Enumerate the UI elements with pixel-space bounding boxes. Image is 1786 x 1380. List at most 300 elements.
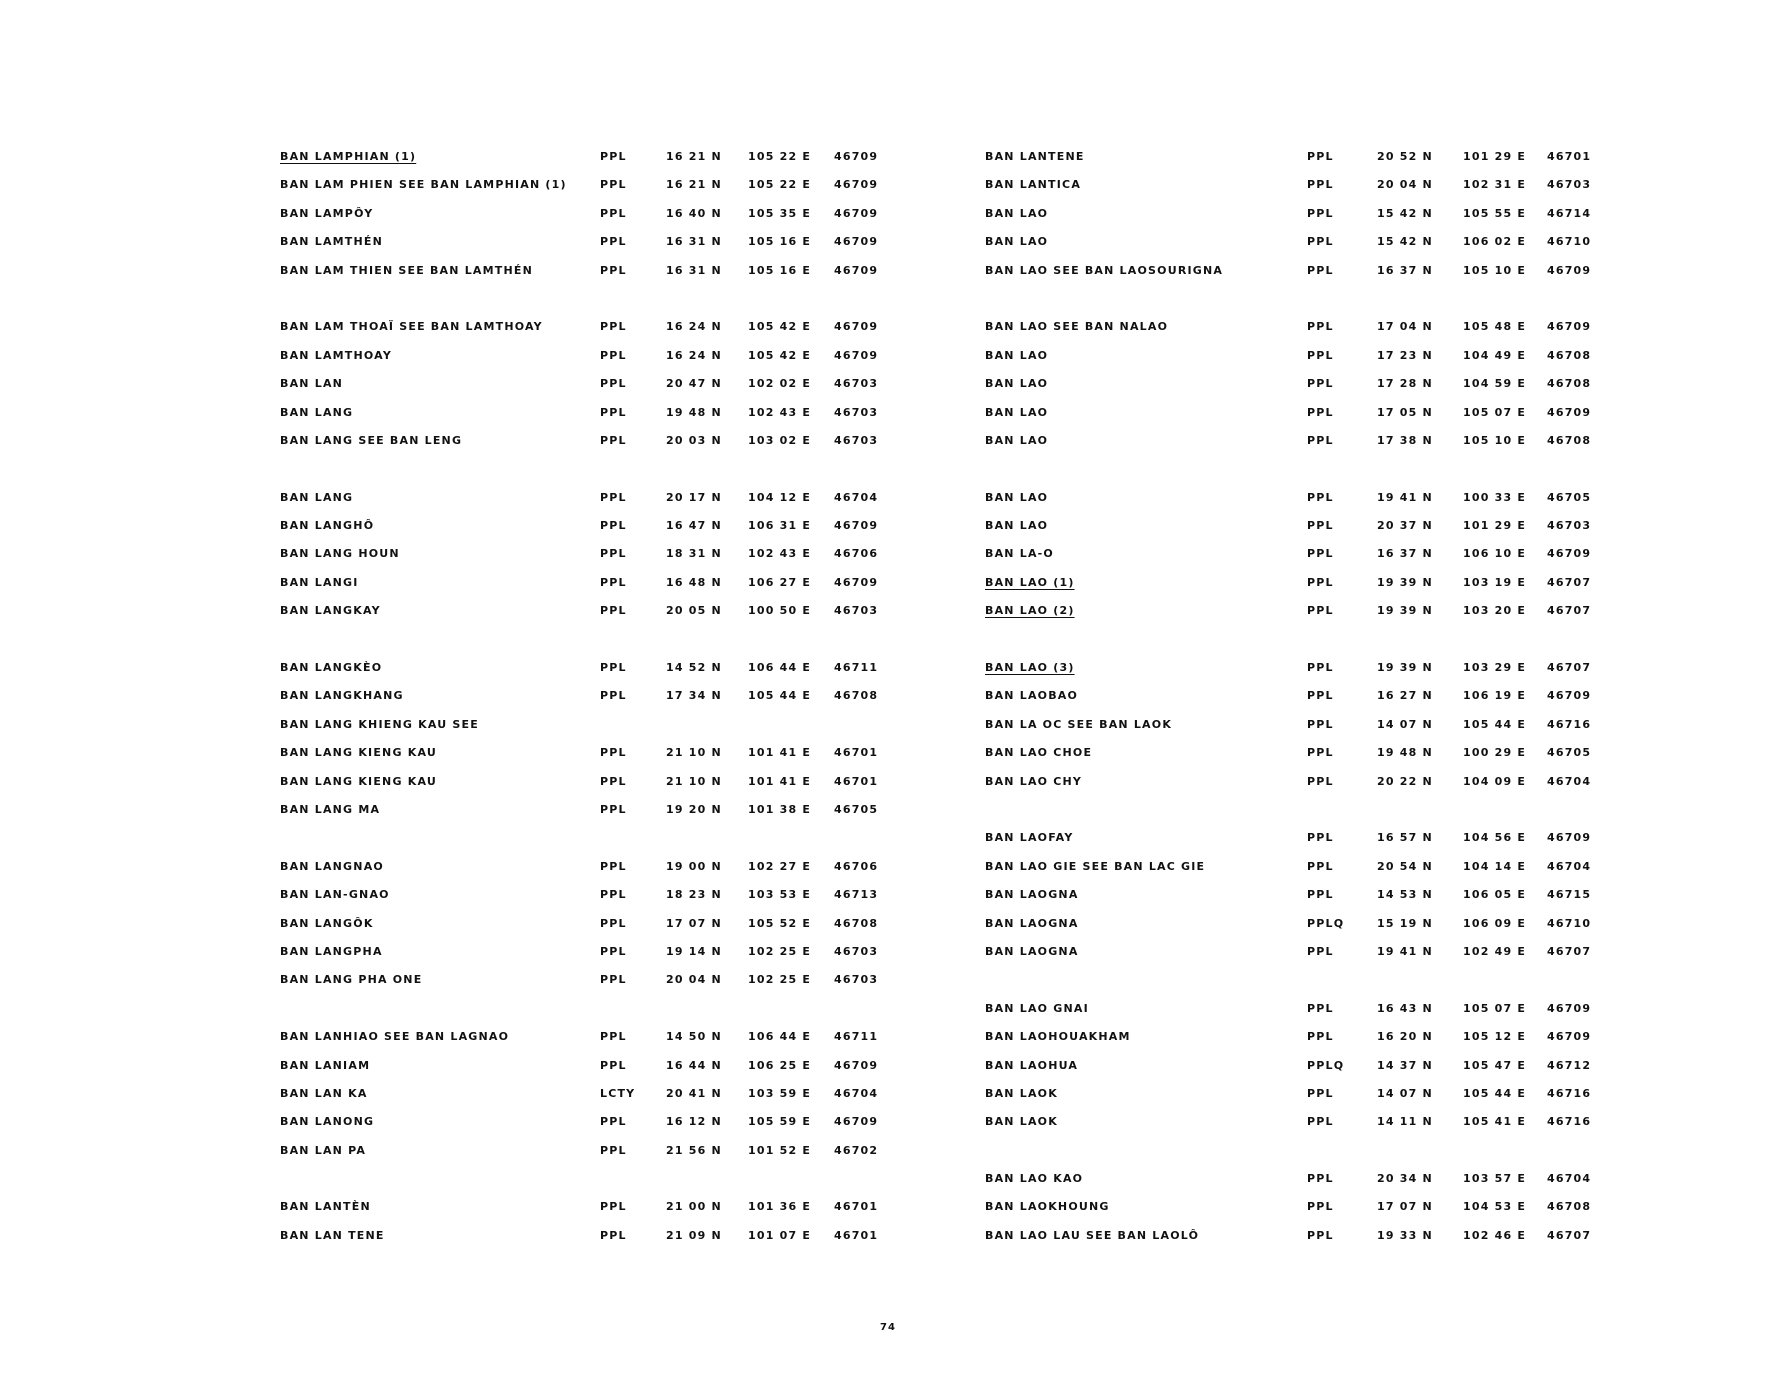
- entry-latitude: 21 10 N: [666, 746, 722, 760]
- entry-longitude: 103 19 E: [1463, 575, 1527, 589]
- entry-longitude: 106 44 E: [748, 1030, 812, 1044]
- entry-latitude: 17 07 N: [1377, 1200, 1433, 1214]
- entry-designation: PPL: [1307, 405, 1334, 419]
- entry-designation: PPL: [600, 377, 627, 391]
- entry-latitude: 17 05 N: [1377, 405, 1433, 419]
- entry-name: BAN LANONG: [280, 1115, 375, 1129]
- entry-name: BAN LAO CHOE: [985, 746, 1093, 760]
- entry-latitude: 19 39 N: [1377, 604, 1433, 618]
- entry-longitude: 104 49 E: [1463, 348, 1527, 362]
- entry-longitude: 102 43 E: [748, 405, 812, 419]
- entry-longitude: 105 44 E: [748, 689, 812, 703]
- entry-longitude: 106 09 E: [1463, 916, 1527, 930]
- entry-name: BAN LAO CHY: [985, 774, 1083, 788]
- entry-designation: PPL: [600, 944, 627, 958]
- entry-designation: PPL: [1307, 1172, 1334, 1186]
- entry-map-code: 46713: [834, 888, 879, 902]
- entry-latitude: 18 23 N: [666, 888, 722, 902]
- entry-map-code: 46708: [1547, 377, 1592, 391]
- entry-map-code: 46710: [1547, 916, 1592, 930]
- entry-name: BAN LAN TENE: [280, 1228, 385, 1242]
- entry-longitude: 103 02 E: [748, 433, 812, 447]
- entry-map-code: 46701: [1547, 150, 1592, 163]
- entry-name: BAN LAN PA: [280, 1143, 367, 1157]
- entry-map-code: 46707: [1547, 1228, 1592, 1242]
- entry-longitude: 105 52 E: [748, 916, 812, 930]
- entry-longitude: 102 31 E: [1463, 178, 1527, 192]
- entry-name: BAN LAO GNAI: [985, 1001, 1089, 1015]
- entry-map-code: 46709: [1547, 1001, 1592, 1015]
- entry-name: BAN LAMPÔY: [280, 206, 374, 220]
- entry-map-code: 46709: [834, 519, 879, 533]
- entry-designation: PPL: [1307, 235, 1334, 249]
- entry-latitude: 16 20 N: [1377, 1030, 1433, 1044]
- entry-map-code: 46704: [1547, 859, 1592, 873]
- entry-longitude: 103 57 E: [1463, 1172, 1527, 1186]
- entry-longitude: 105 10 E: [1463, 433, 1527, 447]
- entry-map-code: 46704: [834, 1086, 879, 1100]
- entry-longitude: 104 12 E: [748, 490, 812, 504]
- entry-map-code: 46709: [1547, 320, 1592, 334]
- entry-map-code: 46701: [834, 774, 879, 788]
- entry-latitude: 14 50 N: [666, 1030, 722, 1044]
- entry-designation: PPL: [600, 802, 627, 816]
- entry-map-code: 46709: [1547, 405, 1592, 419]
- entry-map-code: 46702: [834, 1143, 879, 1157]
- entry-designation: PPL: [1307, 377, 1334, 391]
- entry-map-code: 46707: [1547, 604, 1592, 618]
- entry-latitude: 20 22 N: [1377, 774, 1433, 788]
- entry-designation: PPL: [1307, 206, 1334, 220]
- entry-longitude: 102 49 E: [1463, 944, 1527, 958]
- entry-name: BAN LAO GIE SEE BAN LAC GIE: [985, 859, 1206, 873]
- entry-longitude: 106 02 E: [1463, 235, 1527, 249]
- entry-name: BAN LAM PHIEN SEE BAN LAMPHIAN (1): [280, 178, 567, 192]
- entry-longitude: 105 22 E: [748, 178, 812, 192]
- entry-longitude: 105 16 E: [748, 263, 812, 277]
- entry-designation: PPL: [600, 1058, 627, 1072]
- entry-name: BAN LANG MA: [280, 802, 381, 816]
- entry-latitude: 21 56 N: [666, 1143, 722, 1157]
- entry-designation: PPL: [1307, 944, 1334, 958]
- page-number: 74: [880, 1322, 896, 1333]
- entry-name: BAN LAOK: [985, 1086, 1058, 1100]
- entry-latitude: 20 52 N: [1377, 150, 1433, 163]
- entry-designation: PPL: [600, 519, 627, 533]
- entry-latitude: 14 53 N: [1377, 888, 1433, 902]
- entry-designation: PPL: [1307, 661, 1334, 675]
- entry-name: BAN LAM THIEN SEE BAN LAMTHÉN: [280, 263, 533, 277]
- entry-latitude: 19 20 N: [666, 802, 722, 816]
- entry-designation: PPL: [1307, 547, 1334, 561]
- entry-map-code: 46701: [834, 1200, 879, 1214]
- entry-latitude: 19 33 N: [1377, 1228, 1433, 1242]
- entry-designation: PPL: [1307, 433, 1334, 447]
- entry-longitude: 105 55 E: [1463, 206, 1527, 220]
- entry-name: BAN LANGKÈO: [280, 661, 383, 675]
- entry-map-code: 46708: [1547, 433, 1592, 447]
- entry-name: BAN LAOHUA: [985, 1058, 1079, 1072]
- entry-name: BAN LAMPHIAN (1): [280, 150, 417, 163]
- entry-designation: PPL: [1307, 1030, 1334, 1044]
- entry-latitude: 20 03 N: [666, 433, 722, 447]
- entry-designation: PPL: [1307, 519, 1334, 533]
- entry-name: BAN LANGHÔ: [280, 519, 375, 533]
- entry-latitude: 20 04 N: [1377, 178, 1433, 192]
- entry-name: BAN LAOBAO: [985, 689, 1079, 703]
- entry-latitude: 14 37 N: [1377, 1058, 1433, 1072]
- entry-designation: PPL: [1307, 348, 1334, 362]
- entry-longitude: 101 07 E: [748, 1228, 812, 1242]
- entry-name: BAN LANGI: [280, 575, 359, 589]
- entry-designation: PPL: [600, 1228, 627, 1242]
- entry-designation: PPL: [1307, 1001, 1334, 1015]
- entry-map-code: 46704: [1547, 774, 1592, 788]
- entry-latitude: 16 31 N: [666, 263, 722, 277]
- entry-latitude: 16 43 N: [1377, 1001, 1433, 1015]
- entry-longitude: 102 43 E: [748, 547, 812, 561]
- entry-latitude: 15 42 N: [1377, 235, 1433, 249]
- entry-longitude: 102 46 E: [1463, 1228, 1527, 1242]
- entry-name: BAN LAN-GNAO: [280, 888, 390, 902]
- entry-map-code: 46711: [834, 1030, 879, 1044]
- entry-designation: PPL: [600, 235, 627, 249]
- entry-map-code: 46701: [834, 746, 879, 760]
- entry-name: BAN LAOGNA: [985, 888, 1079, 902]
- entry-name: BAN LAOK: [985, 1115, 1058, 1129]
- entry-longitude: 102 02 E: [748, 377, 812, 391]
- entry-designation: PPL: [600, 774, 627, 788]
- entry-map-code: 46708: [834, 916, 879, 930]
- entry-designation: PPL: [1307, 575, 1334, 589]
- entry-map-code: 46709: [834, 348, 879, 362]
- entry-longitude: 101 36 E: [748, 1200, 812, 1214]
- entry-map-code: 46703: [834, 405, 879, 419]
- entry-designation: PPL: [600, 1115, 627, 1129]
- entry-designation: PPL: [600, 547, 627, 561]
- entry-name: BAN LAO: [985, 519, 1049, 533]
- entry-latitude: 16 57 N: [1377, 831, 1433, 845]
- entry-longitude: 105 07 E: [1463, 405, 1527, 419]
- entry-designation: PPL: [600, 1143, 627, 1157]
- entry-designation: PPL: [600, 689, 627, 703]
- entry-longitude: 101 52 E: [748, 1143, 812, 1157]
- entry-designation: PPLQ: [1307, 1058, 1345, 1072]
- entry-designation: PPL: [1307, 490, 1334, 504]
- entry-designation: PPL: [1307, 859, 1334, 873]
- entry-designation: PPL: [600, 490, 627, 504]
- entry-map-code: 46709: [1547, 1030, 1592, 1044]
- entry-name: BAN LAO (3): [985, 661, 1075, 675]
- entry-latitude: 16 31 N: [666, 235, 722, 249]
- entry-designation: PPL: [600, 661, 627, 675]
- entry-name: BAN LAO: [985, 377, 1049, 391]
- entry-map-code: 46704: [1547, 1172, 1592, 1186]
- entry-longitude: 104 53 E: [1463, 1200, 1527, 1214]
- entry-latitude: 17 23 N: [1377, 348, 1433, 362]
- entry-name: BAN LAOGNA: [985, 944, 1079, 958]
- entry-name: BAN LAO KAO: [985, 1172, 1084, 1186]
- entry-map-code: 46709: [834, 1058, 879, 1072]
- entry-name: BAN LANG HOUN: [280, 547, 400, 561]
- entry-longitude: 106 05 E: [1463, 888, 1527, 902]
- entry-latitude: 19 41 N: [1377, 944, 1433, 958]
- entry-map-code: 46709: [834, 575, 879, 589]
- entry-designation: PPL: [600, 263, 627, 277]
- entry-latitude: 16 44 N: [666, 1058, 722, 1072]
- entry-longitude: 101 41 E: [748, 746, 812, 760]
- entry-map-code: 46703: [834, 377, 879, 391]
- entry-longitude: 100 29 E: [1463, 746, 1527, 760]
- entry-name: BAN LANTICA: [985, 178, 1082, 192]
- entry-latitude: 20 37 N: [1377, 519, 1433, 533]
- entry-map-code: 46705: [834, 802, 879, 816]
- entry-longitude: 103 20 E: [1463, 604, 1527, 618]
- entry-map-code: 46716: [1547, 1086, 1592, 1100]
- entry-designation: PPL: [1307, 1228, 1334, 1242]
- entry-longitude: 103 59 E: [748, 1086, 812, 1100]
- entry-latitude: 21 09 N: [666, 1228, 722, 1242]
- entry-designation: PPL: [600, 150, 627, 163]
- entry-longitude: 105 22 E: [748, 150, 812, 163]
- entry-latitude: 19 39 N: [1377, 661, 1433, 675]
- entry-name: BAN LANHIAO SEE BAN LAGNAO: [280, 1030, 510, 1044]
- entry-map-code: 46712: [1547, 1058, 1592, 1072]
- entry-longitude: 106 19 E: [1463, 689, 1527, 703]
- entry-map-code: 46708: [834, 689, 879, 703]
- entry-designation: PPL: [1307, 746, 1334, 760]
- entry-longitude: 106 25 E: [748, 1058, 812, 1072]
- entry-map-code: 46706: [834, 859, 879, 873]
- entry-latitude: 20 05 N: [666, 604, 722, 618]
- entry-latitude: 19 48 N: [1377, 746, 1433, 760]
- entry-map-code: 46709: [834, 235, 879, 249]
- entry-longitude: 106 31 E: [748, 519, 812, 533]
- entry-latitude: 16 37 N: [1377, 547, 1433, 561]
- entry-name: BAN LANG: [280, 405, 354, 419]
- entry-designation: PPL: [1307, 1115, 1334, 1129]
- entry-name: BAN LANTENE: [985, 150, 1085, 163]
- entry-map-code: 46707: [1547, 575, 1592, 589]
- entry-name: BAN LANGKHANG: [280, 689, 404, 703]
- entry-designation: LCTY: [600, 1086, 636, 1100]
- entry-name: BAN LANG: [280, 490, 354, 504]
- entry-name: BAN LANG KHIENG KAU SEE: [280, 717, 479, 731]
- entry-longitude: 104 59 E: [1463, 377, 1527, 391]
- entry-map-code: 46701: [834, 1228, 879, 1242]
- entry-name: BAN LANGNAO: [280, 859, 384, 873]
- entry-latitude: 20 17 N: [666, 490, 722, 504]
- entry-map-code: 46705: [1547, 746, 1592, 760]
- entry-map-code: 46711: [834, 661, 879, 675]
- entry-map-code: 46709: [834, 206, 879, 220]
- entry-designation: PPL: [600, 859, 627, 873]
- entry-latitude: 16 48 N: [666, 575, 722, 589]
- entry-longitude: 101 41 E: [748, 774, 812, 788]
- entry-name: BAN LAMTHÉN: [280, 235, 384, 249]
- entry-latitude: 20 41 N: [666, 1086, 722, 1100]
- entry-longitude: 105 44 E: [1463, 1086, 1527, 1100]
- entry-map-code: 46709: [1547, 689, 1592, 703]
- entry-designation: PPL: [1307, 888, 1334, 902]
- entry-longitude: 105 41 E: [1463, 1115, 1527, 1129]
- entry-map-code: 46703: [834, 973, 879, 987]
- entry-longitude: 100 50 E: [748, 604, 812, 618]
- entry-longitude: 101 38 E: [748, 802, 812, 816]
- entry-longitude: 101 29 E: [1463, 519, 1527, 533]
- entry-name: BAN LAO: [985, 235, 1049, 249]
- entry-longitude: 104 09 E: [1463, 774, 1527, 788]
- entry-name: BAN LAO SEE BAN NALAO: [985, 320, 1169, 334]
- entry-designation: PPL: [600, 320, 627, 334]
- entry-designation: PPL: [1307, 604, 1334, 618]
- entry-latitude: 19 14 N: [666, 944, 722, 958]
- entry-designation: PPL: [600, 433, 627, 447]
- entry-map-code: 46710: [1547, 235, 1592, 249]
- entry-designation: PPL: [1307, 320, 1334, 334]
- entry-longitude: 105 42 E: [748, 320, 812, 334]
- entry-designation: PPL: [1307, 717, 1334, 731]
- entry-name: BAN LAN KA: [280, 1086, 368, 1100]
- entry-designation: PPLQ: [1307, 916, 1345, 930]
- entry-map-code: 46703: [834, 944, 879, 958]
- entry-name: BAN LAO LAU SEE BAN LAOLÔ: [985, 1228, 1200, 1242]
- entry-latitude: 16 24 N: [666, 320, 722, 334]
- entry-name: BAN LA-O: [985, 547, 1054, 561]
- entry-name: BAN LAN: [280, 377, 344, 391]
- entry-map-code: 46703: [834, 604, 879, 618]
- entry-longitude: 102 25 E: [748, 944, 812, 958]
- entry-map-code: 46709: [834, 1115, 879, 1129]
- entry-name: BAN LANG SEE BAN LENG: [280, 433, 463, 447]
- entry-longitude: 104 14 E: [1463, 859, 1527, 873]
- entry-name: BAN LAM THOAÏ SEE BAN LAMTHOAY: [280, 320, 543, 334]
- entry-longitude: 104 56 E: [1463, 831, 1527, 845]
- entry-map-code: 46703: [1547, 519, 1592, 533]
- entry-latitude: 16 21 N: [666, 178, 722, 192]
- entry-name: BAN LAO SEE BAN LAOSOURIGNA: [985, 263, 1224, 277]
- entry-designation: PPL: [600, 178, 627, 192]
- entry-designation: PPL: [600, 1030, 627, 1044]
- entry-longitude: 106 44 E: [748, 661, 812, 675]
- entry-longitude: 102 27 E: [748, 859, 812, 873]
- entry-latitude: 16 24 N: [666, 348, 722, 362]
- entry-latitude: 17 04 N: [1377, 320, 1433, 334]
- entry-name: BAN LA OC SEE BAN LAOK: [985, 717, 1173, 731]
- entry-name: BAN LAOKHOUNG: [985, 1200, 1110, 1214]
- entry-longitude: 105 47 E: [1463, 1058, 1527, 1072]
- entry-designation: PPL: [1307, 263, 1334, 277]
- entry-longitude: 105 35 E: [748, 206, 812, 220]
- entry-longitude: 103 29 E: [1463, 661, 1527, 675]
- entry-name: BAN LAOHOUAKHAM: [985, 1030, 1131, 1044]
- entry-map-code: 46707: [1547, 661, 1592, 675]
- entry-latitude: 18 31 N: [666, 547, 722, 561]
- entry-designation: PPL: [1307, 831, 1334, 845]
- entry-longitude: 105 48 E: [1463, 320, 1527, 334]
- entry-longitude: 101 29 E: [1463, 150, 1527, 163]
- entry-name: BAN LAO: [985, 490, 1049, 504]
- entry-latitude: 16 37 N: [1377, 263, 1433, 277]
- entry-longitude: 105 07 E: [1463, 1001, 1527, 1015]
- entry-designation: PPL: [1307, 178, 1334, 192]
- entry-longitude: 102 25 E: [748, 973, 812, 987]
- entry-map-code: 46707: [1547, 944, 1592, 958]
- entry-designation: PPL: [1307, 689, 1334, 703]
- entry-latitude: 14 52 N: [666, 661, 722, 675]
- entry-latitude: 17 07 N: [666, 916, 722, 930]
- entry-latitude: 20 04 N: [666, 973, 722, 987]
- entry-designation: PPL: [600, 973, 627, 987]
- entry-name: BAN LAMTHOAY: [280, 348, 392, 362]
- entry-designation: PPL: [600, 1200, 627, 1214]
- entry-name: BAN LAO: [985, 433, 1049, 447]
- entry-longitude: 106 10 E: [1463, 547, 1527, 561]
- entry-latitude: 15 42 N: [1377, 206, 1433, 220]
- entry-name: BAN LANG KIENG KAU: [280, 774, 437, 788]
- entry-map-code: 46706: [834, 547, 879, 561]
- entry-name: BAN LANTÈN: [280, 1200, 371, 1214]
- entry-designation: PPL: [1307, 774, 1334, 788]
- entry-latitude: 17 38 N: [1377, 433, 1433, 447]
- entry-latitude: 16 21 N: [666, 150, 722, 163]
- entry-name: BAN LAO (1): [985, 575, 1075, 589]
- entry-map-code: 46709: [1547, 263, 1592, 277]
- entry-name: BAN LANGKAY: [280, 604, 381, 618]
- entry-name: BAN LANIAM: [280, 1058, 371, 1072]
- entry-longitude: 100 33 E: [1463, 490, 1527, 504]
- entry-longitude: 106 27 E: [748, 575, 812, 589]
- entry-designation: PPL: [600, 746, 627, 760]
- entry-latitude: 19 41 N: [1377, 490, 1433, 504]
- entry-latitude: 20 34 N: [1377, 1172, 1433, 1186]
- entry-longitude: 105 12 E: [1463, 1030, 1527, 1044]
- entry-latitude: 19 39 N: [1377, 575, 1433, 589]
- entry-map-code: 46716: [1547, 1115, 1592, 1129]
- entry-map-code: 46708: [1547, 348, 1592, 362]
- entry-designation: PPL: [600, 206, 627, 220]
- entry-name: BAN LANGÔK: [280, 916, 374, 930]
- entry-latitude: 16 47 N: [666, 519, 722, 533]
- entry-latitude: 19 00 N: [666, 859, 722, 873]
- entry-latitude: 14 07 N: [1377, 1086, 1433, 1100]
- entry-map-code: 46709: [834, 178, 879, 192]
- entry-map-code: 46708: [1547, 1200, 1592, 1214]
- entry-map-code: 46715: [1547, 888, 1592, 902]
- entry-designation: PPL: [1307, 150, 1334, 163]
- entry-latitude: 14 11 N: [1377, 1115, 1433, 1129]
- entry-designation: PPL: [1307, 1200, 1334, 1214]
- entry-map-code: 46709: [834, 150, 879, 163]
- entry-latitude: 19 48 N: [666, 405, 722, 419]
- entry-longitude: 105 59 E: [748, 1115, 812, 1129]
- entry-longitude: 105 16 E: [748, 235, 812, 249]
- entry-latitude: 17 28 N: [1377, 377, 1433, 391]
- entry-designation: PPL: [1307, 1086, 1334, 1100]
- entry-latitude: 21 10 N: [666, 774, 722, 788]
- entry-map-code: 46704: [834, 490, 879, 504]
- entry-latitude: 20 54 N: [1377, 859, 1433, 873]
- entry-designation: PPL: [600, 604, 627, 618]
- entry-map-code: 46709: [834, 263, 879, 277]
- entry-latitude: 16 40 N: [666, 206, 722, 220]
- entry-name: BAN LANG KIENG KAU: [280, 746, 437, 760]
- entry-longitude: 105 44 E: [1463, 717, 1527, 731]
- entry-name: BAN LANG PHA ONE: [280, 973, 423, 987]
- entry-map-code: 46716: [1547, 717, 1592, 731]
- entry-latitude: 16 12 N: [666, 1115, 722, 1129]
- entry-map-code: 46703: [1547, 178, 1592, 192]
